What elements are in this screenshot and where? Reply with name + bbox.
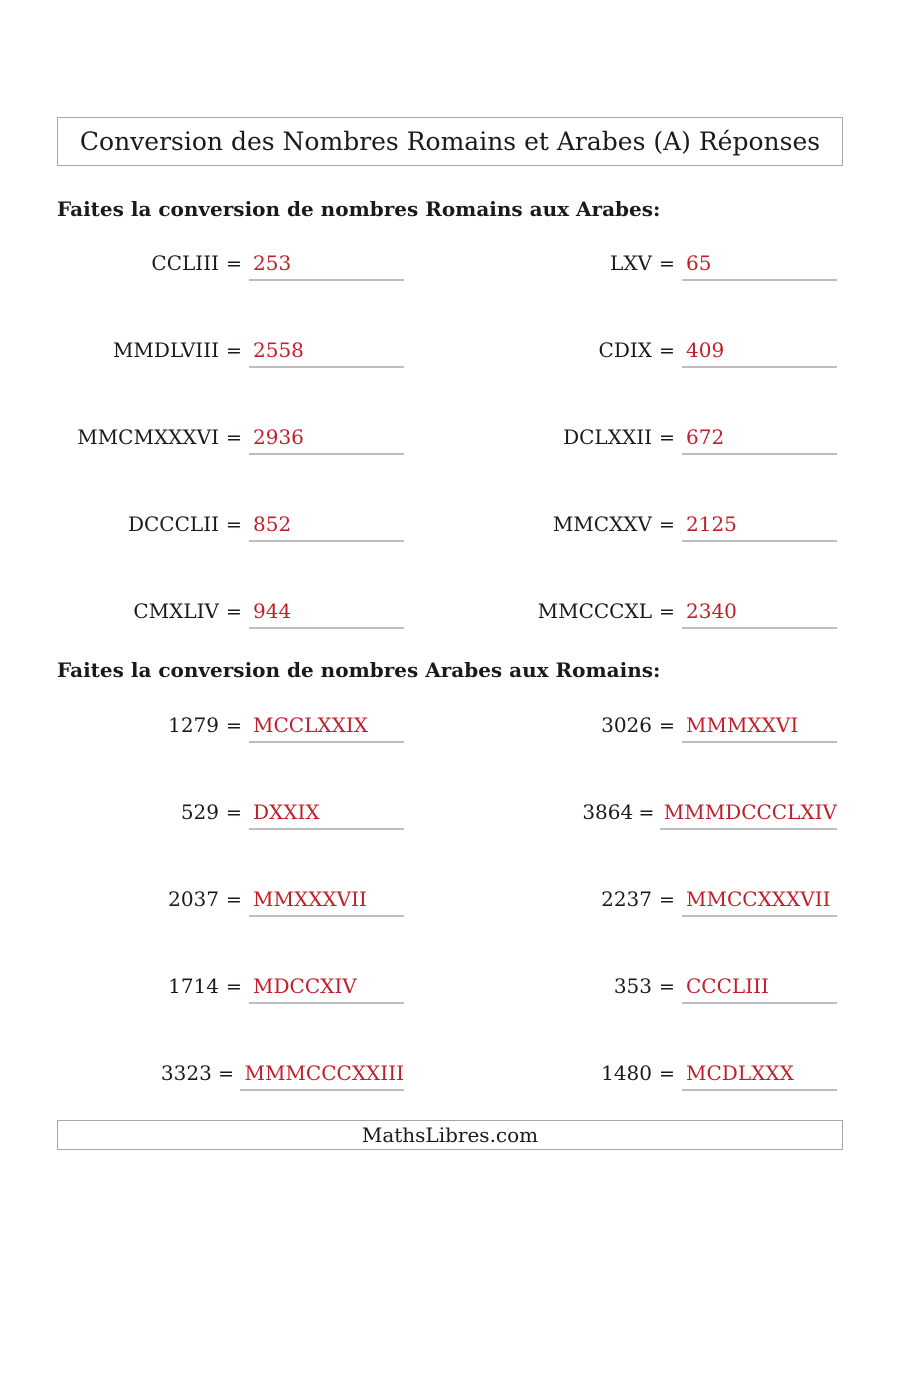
answer-line: DXXIX [249,800,404,830]
section-2-heading: Faites la conversion de nombres Arabes aux Romains: [57,658,661,682]
problem-row [57,771,843,858]
equals-sign: = [659,426,675,449]
equals-sign: = [226,714,242,737]
equals-sign: = [226,888,242,911]
answer-line: 672 [682,425,837,455]
problem-row [57,483,843,570]
problem [490,599,837,629]
answer-line: MMMXXVI [682,713,837,743]
problem [57,1061,404,1091]
answer-line: 2340 [682,599,837,629]
problem [490,512,837,542]
problem-question: 3323 [160,1060,212,1085]
answer-line: 852 [249,512,404,542]
answer-line: MMMDCCCLXIV [660,800,837,830]
problem [490,887,837,917]
problem [57,338,404,368]
problem-row [57,858,843,945]
problem-question: 353 [613,973,652,998]
problem [490,713,837,743]
problem-question: 529 [180,799,219,824]
section-1-heading: Faites la conversion de nombres Romains aux Arabes: [57,197,661,221]
answer-line: MCDLXXX [682,1061,837,1091]
problem-row [57,684,843,771]
equals-sign: = [226,513,242,536]
problem-question: CMXLIV [133,598,219,623]
problem-question: MMCCCXL [537,598,652,623]
problem [57,425,404,455]
equals-sign: = [218,1062,235,1085]
problem [490,425,837,455]
footer-box [57,1120,843,1150]
problem [57,800,404,830]
answer-line: MDCCXIV [249,974,404,1004]
answer-line: 2936 [249,425,404,455]
problem-row [57,570,843,657]
section-1-problems [57,222,843,657]
problem-question: DCLXXII [563,424,652,449]
equals-sign: = [659,1062,675,1085]
answer-line: 944 [249,599,404,629]
equals-sign: = [226,600,242,623]
problem [57,887,404,917]
problem-question: MMCXXV [552,511,652,536]
equals-sign: = [659,888,675,911]
problem-question: 3864 [582,799,634,824]
answer-line: CCCLIII [682,974,837,1004]
problem [57,512,404,542]
problem-question: MMDLVIII [112,337,219,362]
problem-question: 2037 [168,886,219,911]
problem-question: MMCMXXXVI [77,424,219,449]
problem-row [57,1032,843,1119]
answer-line: MMXXXVII [249,887,404,917]
worksheet-title-box [57,117,843,166]
problem [57,713,404,743]
problem-question: DCCCLII [127,511,219,536]
equals-sign: = [226,252,242,275]
section-2-problems [57,684,843,1119]
answer-line: 65 [682,251,837,281]
answer-line: MCCLXXIX [249,713,404,743]
problem [57,974,404,1004]
equals-sign: = [226,975,242,998]
problem-question: 3026 [601,712,652,737]
problem-row [57,945,843,1032]
problem [490,338,837,368]
equals-sign: = [659,975,675,998]
problem-question: 1714 [168,973,219,998]
site-name: MathsLibres.com [361,1123,539,1147]
answer-line: 2125 [682,512,837,542]
problem-question: LXV [610,250,652,275]
problem-row [57,309,843,396]
problem-question: CDIX [598,337,652,362]
equals-sign: = [226,426,242,449]
equals-sign: = [659,513,675,536]
problem-question: 1480 [601,1060,652,1085]
answer-line: MMCCXXXVII [682,887,837,917]
problem-question: 1279 [168,712,219,737]
problem-question: 2237 [601,886,652,911]
worksheet-title: Conversion des Nombres Romains et Arabes (A) Réponses [79,127,821,156]
answer-line: 2558 [249,338,404,368]
problem [490,800,837,830]
problem [490,974,837,1004]
equals-sign: = [226,339,242,362]
equals-sign: = [226,801,242,824]
equals-sign: = [659,339,675,362]
equals-sign: = [638,801,655,824]
answer-line: 253 [249,251,404,281]
worksheet-page [0,117,900,1150]
problem-row [57,222,843,309]
equals-sign: = [659,600,675,623]
problem [490,1061,837,1091]
problem [57,251,404,281]
answer-line: MMMCCCXXIII [240,1061,404,1091]
problem [57,599,404,629]
equals-sign: = [659,714,675,737]
answer-line: 409 [682,338,837,368]
equals-sign: = [659,252,675,275]
problem-question: CCLIII [151,250,219,275]
problem-row [57,396,843,483]
problem [490,251,837,281]
